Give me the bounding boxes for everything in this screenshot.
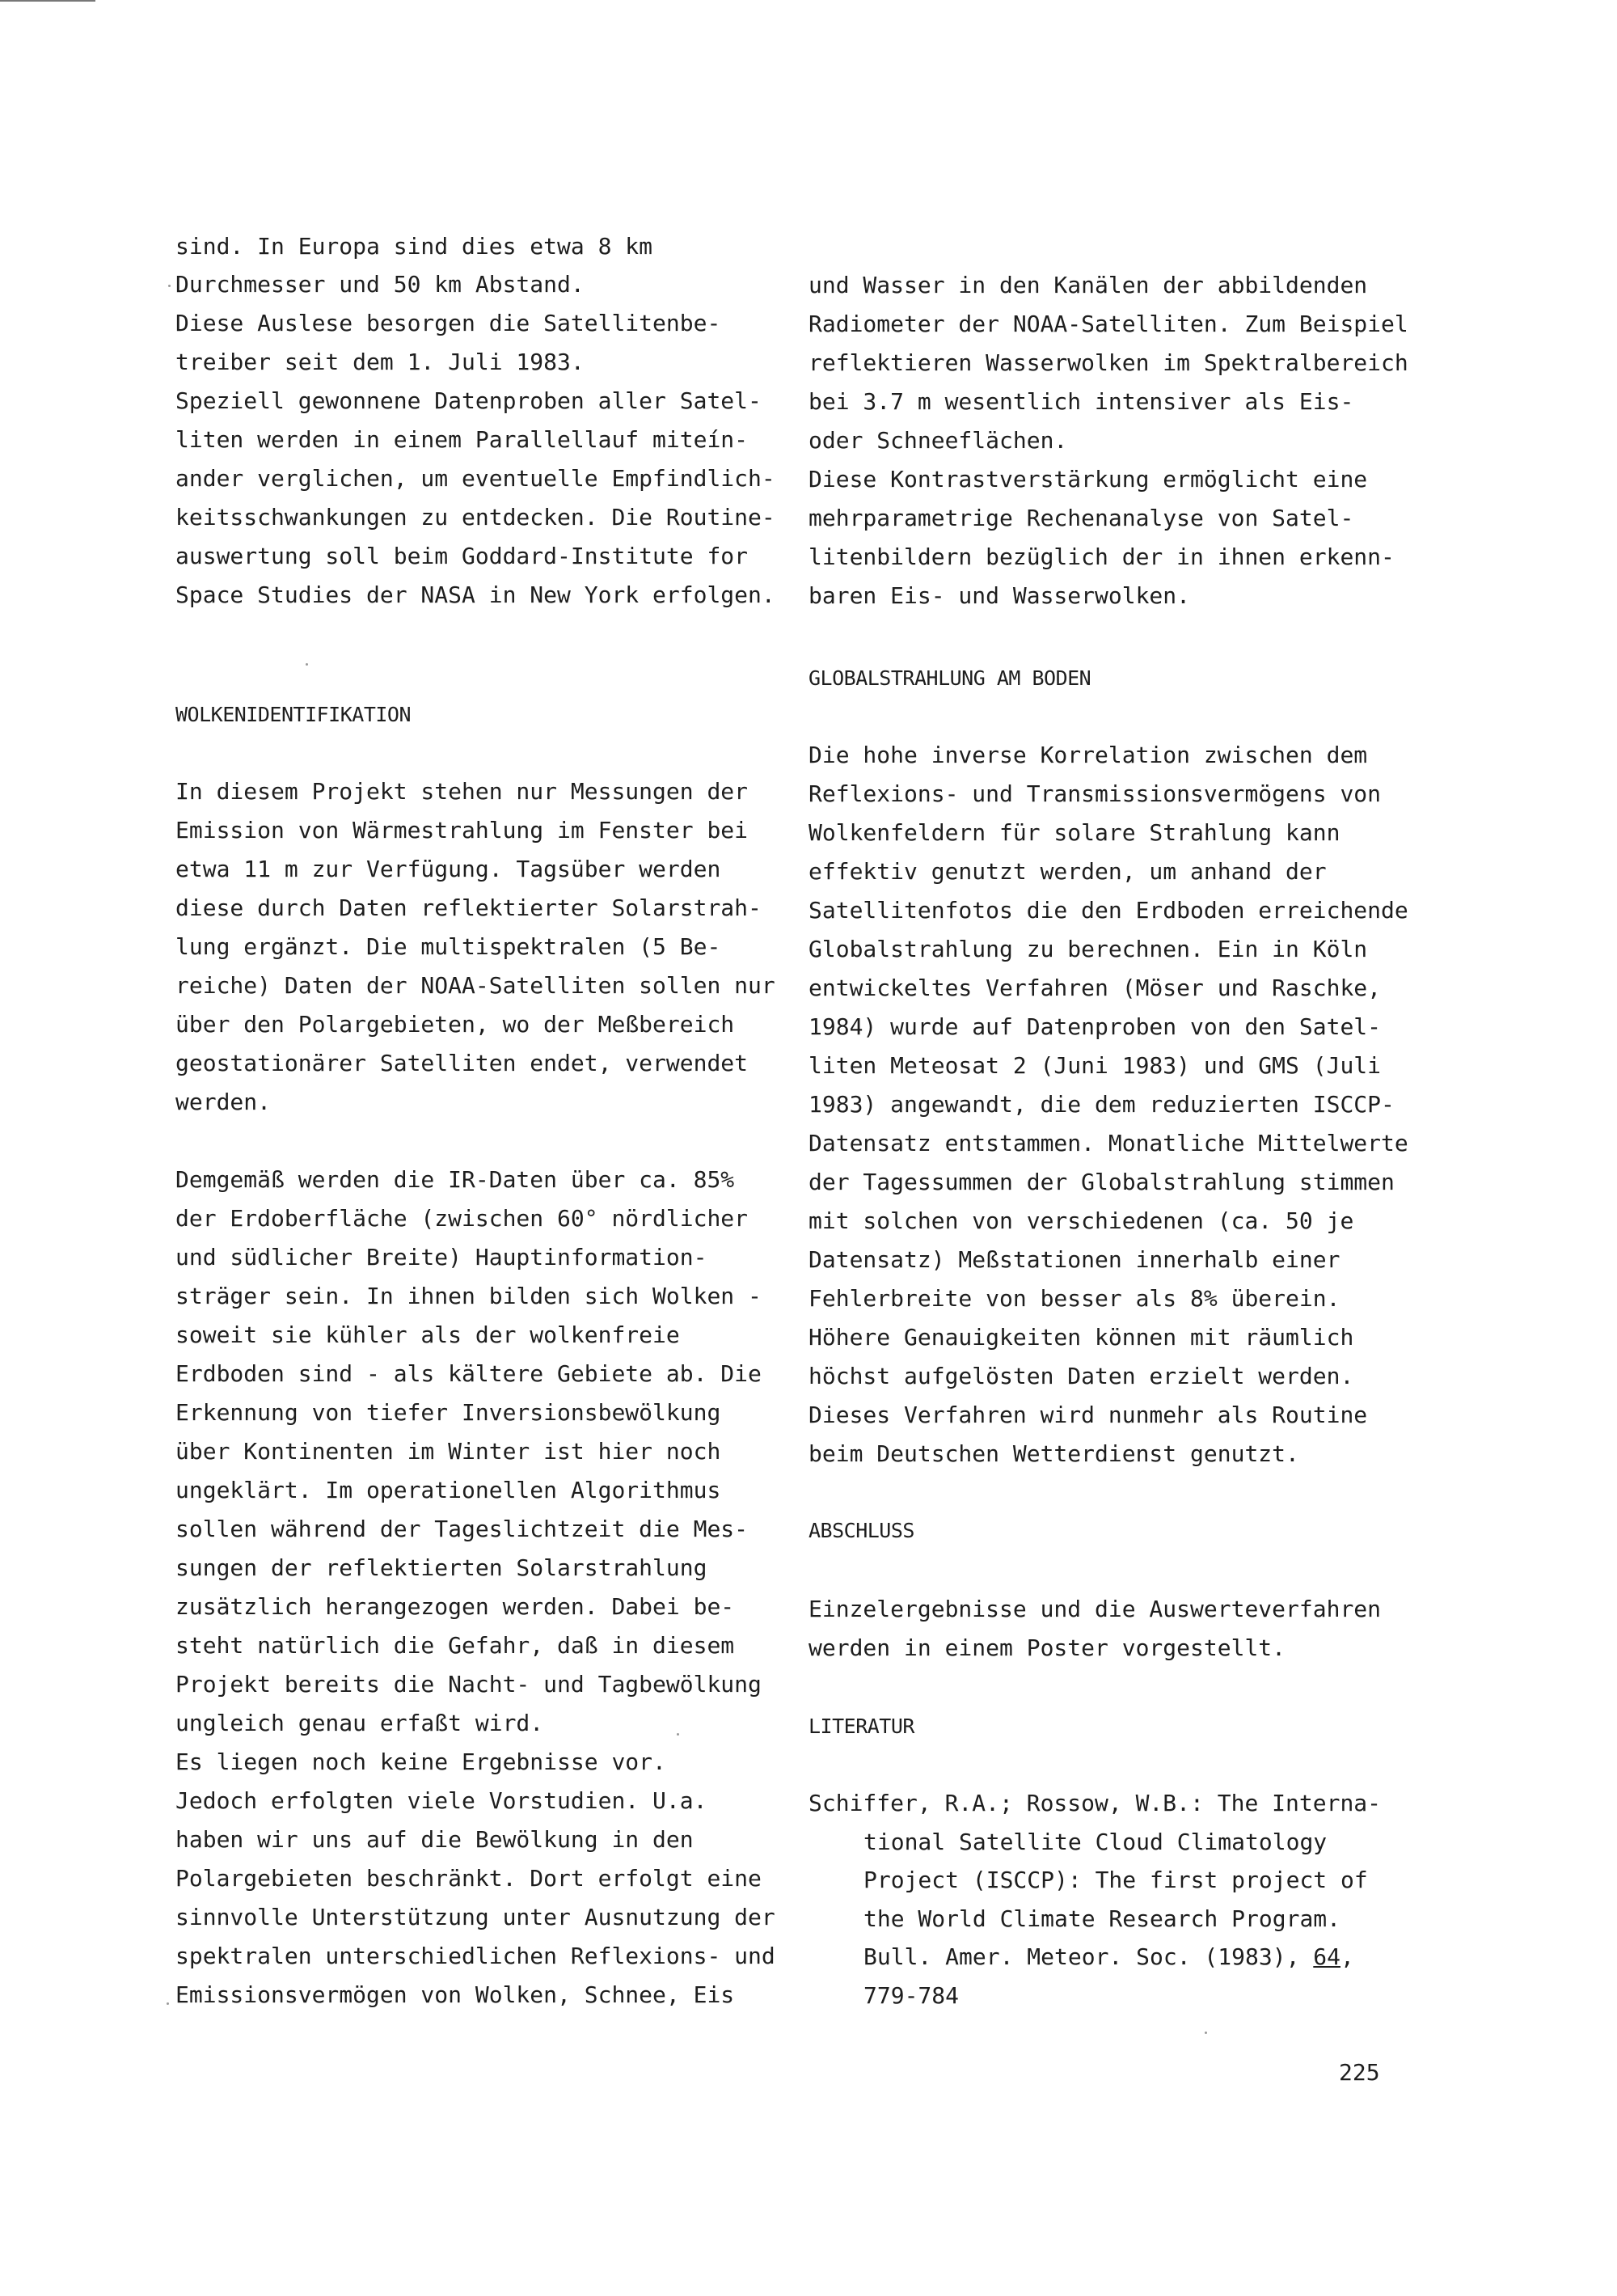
text-line: Es liegen noch keine Ergebnisse vor. bbox=[175, 1748, 666, 1775]
text-line: Durchmesser und 50 km Abstand. bbox=[175, 271, 585, 298]
text-line: Erkennung von tiefer Inversionsbewölkung bbox=[175, 1399, 721, 1426]
text-line: zusätzlich herangezogen werden. Dabei be- bbox=[175, 1593, 735, 1620]
text-line: ander verglichen, um eventuelle Empfindlich- bbox=[175, 465, 775, 492]
text-line: sungen der reflektierten Solarstrahlung bbox=[175, 1554, 707, 1581]
text-line: Reflexions- und Transmissionsvermögens von bbox=[808, 780, 1382, 807]
reference-entry bbox=[808, 1784, 1383, 2015]
scan-speck bbox=[167, 2002, 169, 2005]
text-line: Dieses Verfahren wird nunmehr als Routine bbox=[808, 1402, 1368, 1428]
reference-line: Schiffer, R.A.; Rossow, W.B.: The Interna- bbox=[808, 1790, 1382, 1816]
section-heading-literatur: LITERATUR bbox=[808, 1715, 914, 1738]
volume-number: 64 bbox=[1313, 1943, 1341, 1970]
reference-line: tional Satellite Cloud Climatology bbox=[863, 1828, 1328, 1855]
text-line: Fehlerbreite von besser als 8% überein. bbox=[808, 1285, 1340, 1312]
text-line: spektralen unterschiedlichen Reflexions- und bbox=[175, 1943, 775, 1969]
text-line: höchst aufgelösten Daten erzielt werden. bbox=[808, 1363, 1354, 1389]
text-line: haben wir uns auf die Bewölkung in den bbox=[175, 1826, 694, 1853]
text-line: baren Eis- und Wasserwolken. bbox=[808, 582, 1191, 609]
page-number: 225 bbox=[1339, 2059, 1380, 2086]
text-line: lung ergänzt. Die multispektralen (5 Be- bbox=[175, 933, 721, 960]
text-line: Höhere Genauigkeiten können mit räumlich bbox=[808, 1324, 1354, 1351]
text-line: und Wasser in den Kanälen der abbildenden bbox=[808, 272, 1368, 298]
text-line: oder Schneeflächen. bbox=[808, 427, 1068, 454]
text-line: liten Meteosat 2 (Juni 1983) und GMS (Juli bbox=[808, 1052, 1382, 1079]
text-line: über Kontinenten im Winter ist hier noch bbox=[175, 1438, 721, 1465]
journal-text: Bull. Amer. Meteor. Soc. (1983), bbox=[863, 1943, 1314, 1970]
text-line: sinnvolle Unterstützung unter Ausnutzung der bbox=[175, 1904, 775, 1930]
text-line: diese durch Daten reflektierter Solarstrah- bbox=[175, 894, 762, 921]
text-line: der Erdoberfläche (zwischen 60° nördlicher bbox=[175, 1205, 749, 1232]
text-line: Die hohe inverse Korrelation zwischen dem bbox=[808, 742, 1368, 768]
reference-line: the World Climate Research Program. bbox=[863, 1905, 1341, 1932]
scan-speck bbox=[1205, 2032, 1207, 2034]
text-line: 1984) wurde auf Datenproben von den Satel- bbox=[808, 1013, 1382, 1040]
text-line: werden in einem Poster vorgestellt. bbox=[808, 1634, 1286, 1661]
text-line: reiche) Daten der NOAA-Satelliten sollen nur bbox=[175, 972, 775, 999]
scan-speck bbox=[168, 285, 171, 287]
text-line: liten werden in einem Parallellauf miteín- bbox=[175, 426, 749, 453]
text-line: Emissionsvermögen von Wolken, Schnee, Eis bbox=[175, 1981, 735, 2008]
text-line: Erdboden sind - als kältere Gebiete ab. Die bbox=[175, 1360, 762, 1387]
text-line: und südlicher Breite) Hauptinformation- bbox=[175, 1244, 707, 1271]
text-line: steht natürlich die Gefahr, daß in diesem bbox=[175, 1632, 735, 1659]
text-line: Diese Auslese besorgen die Satellitenbe- bbox=[175, 310, 721, 336]
text-line: mit solchen von verschiedenen (ca. 50 je bbox=[808, 1207, 1354, 1234]
text-line: Polargebieten beschränkt. Dort erfolgt eine bbox=[175, 1865, 762, 1892]
text-line: Projekt bereits die Nacht- und Tagbewölkung bbox=[175, 1671, 762, 1698]
text-line: Emission von Wärmestrahlung im Fenster bei bbox=[175, 817, 749, 844]
text-line: geostationärer Satelliten endet, verwendet bbox=[175, 1050, 749, 1076]
text-line: bei 3.7 m wesentlich intensiver als Eis- bbox=[808, 388, 1354, 415]
section-heading-wolkenidentifikation: WOLKENIDENTIFIKATION bbox=[175, 703, 412, 726]
text-line: Jedoch erfolgten viele Vorstudien. U.a. bbox=[175, 1787, 707, 1814]
text-line: Space Studies der NASA in New York erfolgen. bbox=[175, 581, 775, 608]
volume-comma: , bbox=[1340, 1943, 1354, 1970]
text-line: mehrparametrige Rechenanalyse von Satel- bbox=[808, 505, 1354, 531]
text-line: Einzelergebnisse und die Auswerteverfahren bbox=[808, 1596, 1382, 1622]
reference-line: Project (ISCCP): The first project of bbox=[863, 1867, 1368, 1893]
text-line: Wolkenfeldern für solare Strahlung kann bbox=[808, 819, 1340, 846]
section-heading-globalstrahlung: GLOBALSTRAHLUNG AM BODEN bbox=[808, 666, 1091, 690]
text-line: keitsschwankungen zu entdecken. Die Routine- bbox=[175, 504, 775, 531]
text-line: Datensatz entstammen. Monatliche Mittelwerte bbox=[808, 1130, 1408, 1156]
text-line: sind. In Europa sind dies etwa 8 km bbox=[175, 233, 653, 260]
section-heading-abschluss: ABSCHLUSS bbox=[808, 1519, 914, 1542]
text-line: treiber seit dem 1. Juli 1983. bbox=[175, 349, 585, 375]
text-line: reflektieren Wasserwolken im Spektralbereich bbox=[808, 349, 1408, 376]
text-line: soweit sie kühler als der wolkenfreie bbox=[175, 1321, 680, 1348]
text-line: Datensatz) Meßstationen innerhalb einer bbox=[808, 1246, 1340, 1273]
text-line: über den Polargebieten, wo der Meßbereich bbox=[175, 1011, 735, 1038]
text-line: Satellitenfotos die den Erdboden erreichende bbox=[808, 897, 1408, 924]
text-line: werden. bbox=[175, 1089, 272, 1115]
text-line: der Tagessummen der Globalstrahlung stimmen bbox=[808, 1169, 1395, 1195]
text-line: effektiv genutzt werden, um anhand der bbox=[808, 858, 1327, 885]
scan-speck bbox=[677, 1733, 679, 1736]
text-line: ungleich genau erfaßt wird. bbox=[175, 1710, 544, 1736]
text-line: In diesem Projekt stehen nur Messungen der bbox=[175, 778, 749, 805]
scan-speck bbox=[306, 663, 308, 666]
text-line: Demgemäß werden die IR-Daten über ca. 85% bbox=[175, 1166, 735, 1193]
text-line: sträger sein. In ihnen bilden sich Wolken - bbox=[175, 1283, 762, 1309]
text-line: ungeklärt. Im operationellen Algorithmus bbox=[175, 1477, 721, 1503]
corner-rule bbox=[0, 0, 95, 2]
text-line: Speziell gewonnene Datenproben aller Satel- bbox=[175, 387, 762, 414]
text-line: auswertung soll beim Goddard-Institute for bbox=[175, 543, 749, 569]
text-line: beim Deutschen Wetterdienst genutzt. bbox=[808, 1440, 1299, 1467]
text-line: etwa 11 m zur Verfügung. Tagsüber werden bbox=[175, 856, 721, 882]
text-line: litenbildern bezüglich der in ihnen erkenn- bbox=[808, 543, 1395, 570]
reference-line-journal bbox=[808, 1938, 1383, 1977]
text-line: Diese Kontrastverstärkung ermöglicht eine bbox=[808, 466, 1368, 493]
text-line: Radiometer der NOAA-Satelliten. Zum Beispiel bbox=[808, 311, 1408, 337]
reference-line: 779-784 bbox=[863, 1981, 960, 2009]
text-line: sollen während der Tageslichtzeit die Mes- bbox=[175, 1516, 749, 1542]
text-line: entwickeltes Verfahren (Möser und Raschke, bbox=[808, 975, 1382, 1001]
text-line: Globalstrahlung zu berechnen. Ein in Köln bbox=[808, 936, 1368, 962]
text-line: 1983) angewandt, die dem reduzierten ISCCP- bbox=[808, 1091, 1395, 1118]
